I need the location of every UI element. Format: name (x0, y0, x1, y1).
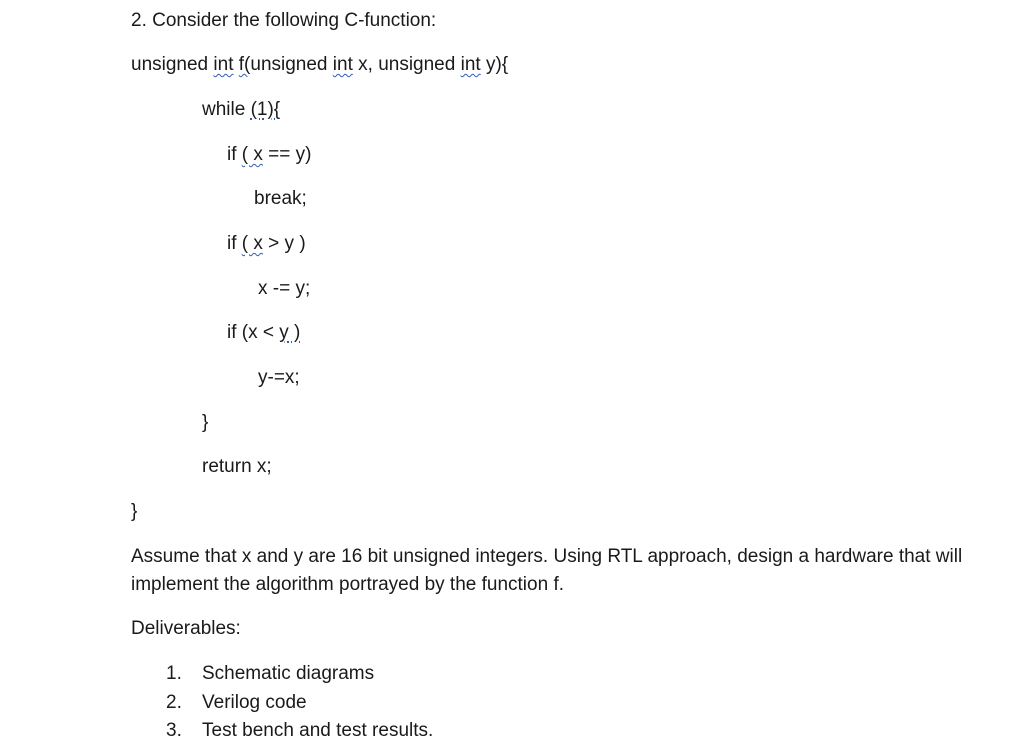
code-sub-x: x -= y; (258, 278, 311, 299)
sig-int-1: int (213, 54, 234, 75)
list-item-number: 2. (166, 692, 182, 713)
sig-a: unsigned (131, 54, 214, 75)
while-kw: while (202, 99, 251, 120)
code-if-less (227, 321, 300, 345)
list-item-text: Schematic diagrams (202, 663, 375, 684)
sig-g: x, unsigned (352, 54, 461, 75)
sig-e: unsigned (250, 54, 333, 75)
if1-cond-a: ( x (241, 144, 263, 165)
list-item-text: Test bench and test results. (202, 720, 434, 741)
list-item-number: 3. (166, 720, 182, 741)
list-item-number: 1. (166, 663, 182, 684)
deliverables-label: Deliverables: (131, 618, 241, 639)
if2-kw: if (227, 233, 242, 254)
assume-paragraph: Assume that x and y are 16 bit unsigned integers. Using RTL approach, design a hardware that will implement the algorithm portrayed by the function f. (131, 546, 963, 595)
if2-cond-a: ( x (241, 233, 263, 254)
question-heading: 2. Consider the following C-function: (131, 10, 437, 31)
if2-cond-b: > y ) (262, 233, 306, 254)
sig-f: f( (238, 54, 251, 75)
code-close-inner: } (202, 412, 209, 433)
if3-cond: y ) (279, 322, 301, 343)
code-close-outer: } (131, 501, 138, 522)
code-while (202, 98, 280, 122)
if1-cond-b: == y) (262, 144, 312, 165)
list-item-text: Verilog code (202, 692, 307, 713)
code-signature (131, 53, 508, 77)
while-cond: (1){ (250, 99, 281, 120)
code-sub-y: y-=x; (258, 367, 300, 388)
if3-kw: if (x < (227, 322, 280, 343)
sig-int-2: int (332, 54, 353, 75)
code-if-greater (227, 232, 306, 256)
code-if-equal (227, 143, 311, 167)
code-return: return x; (202, 456, 272, 477)
sig-int-3: int (460, 54, 481, 75)
code-break: break; (254, 188, 307, 209)
if1-kw: if (227, 144, 242, 165)
sig-i: y){ (480, 54, 509, 75)
